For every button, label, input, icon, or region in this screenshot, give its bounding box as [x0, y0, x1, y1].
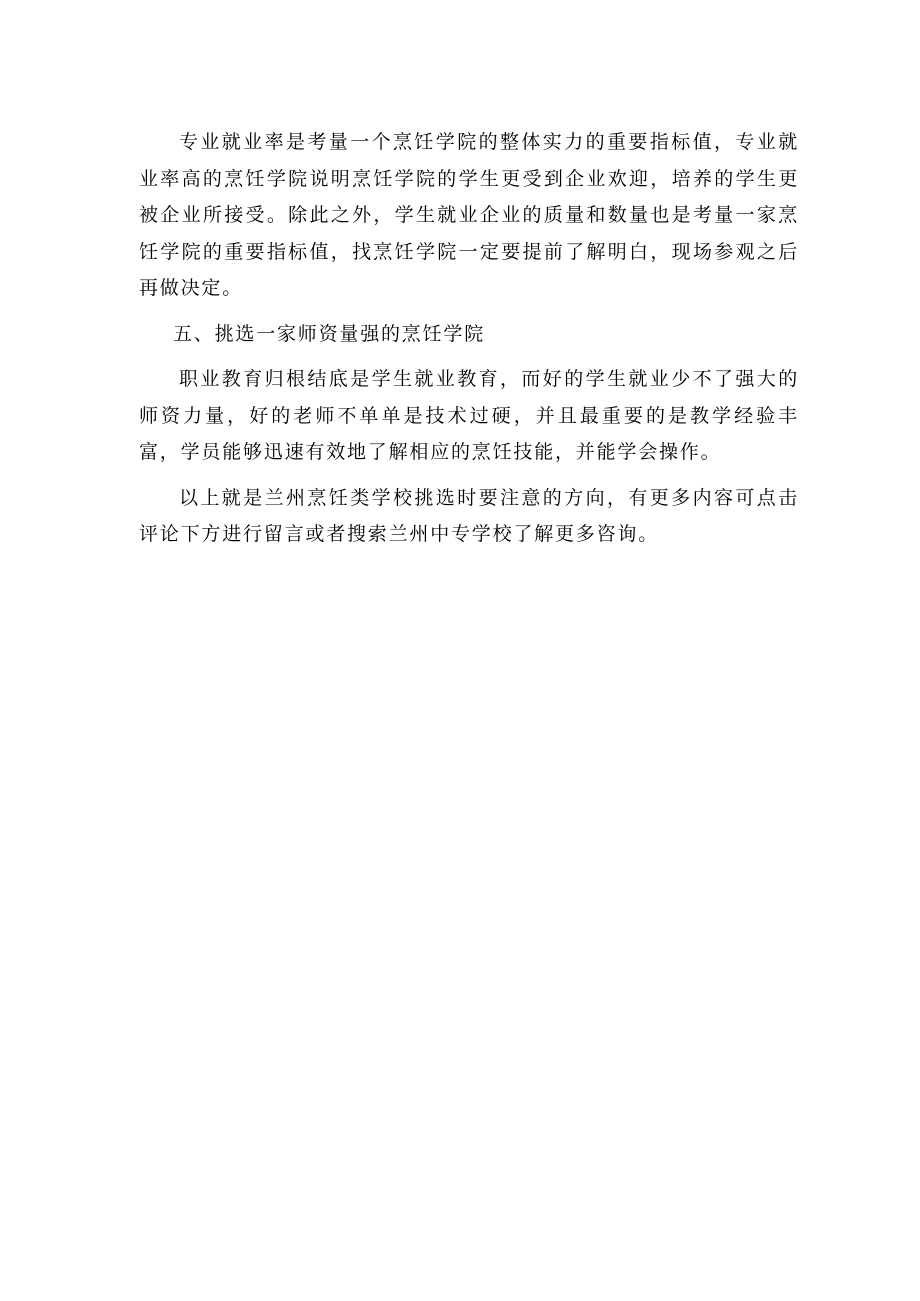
document-body [139, 124, 799, 562]
paragraph-employment-rate: 专业就业率是考量一个烹饪学院的整体实力的重要指标值，专业就业率高的烹饪学院说明烹饪学院的学生更受到企业欢迎，培养的学生更被企业所接受。除此之外，学生就业企业的质量和数量也是考量一家烹饪学院的重要指标值，找烹饪学院一定要提前了解明白，现场参观之后再做决定。 [139, 131, 799, 299]
paragraph-teaching-staff: 职业教育归根结底是学生就业教育，而好的学生就业少不了强大的师资力量，好的老师不单单是技术过硬，并且最重要的是教学经验丰富，学员能够迅速有效地了解相应的烹饪技能，并能学会操作。 [139, 368, 799, 463]
paragraph-conclusion: 以上就是兰州烹饪类学校挑选时要注意的方向，有更多内容可点击评论下方进行留言或者搜索兰州中专学校了解更多咨询。 [139, 486, 799, 545]
section-heading-teachers: 五、挑选一家师资量强的烹饪学院 [173, 322, 486, 345]
